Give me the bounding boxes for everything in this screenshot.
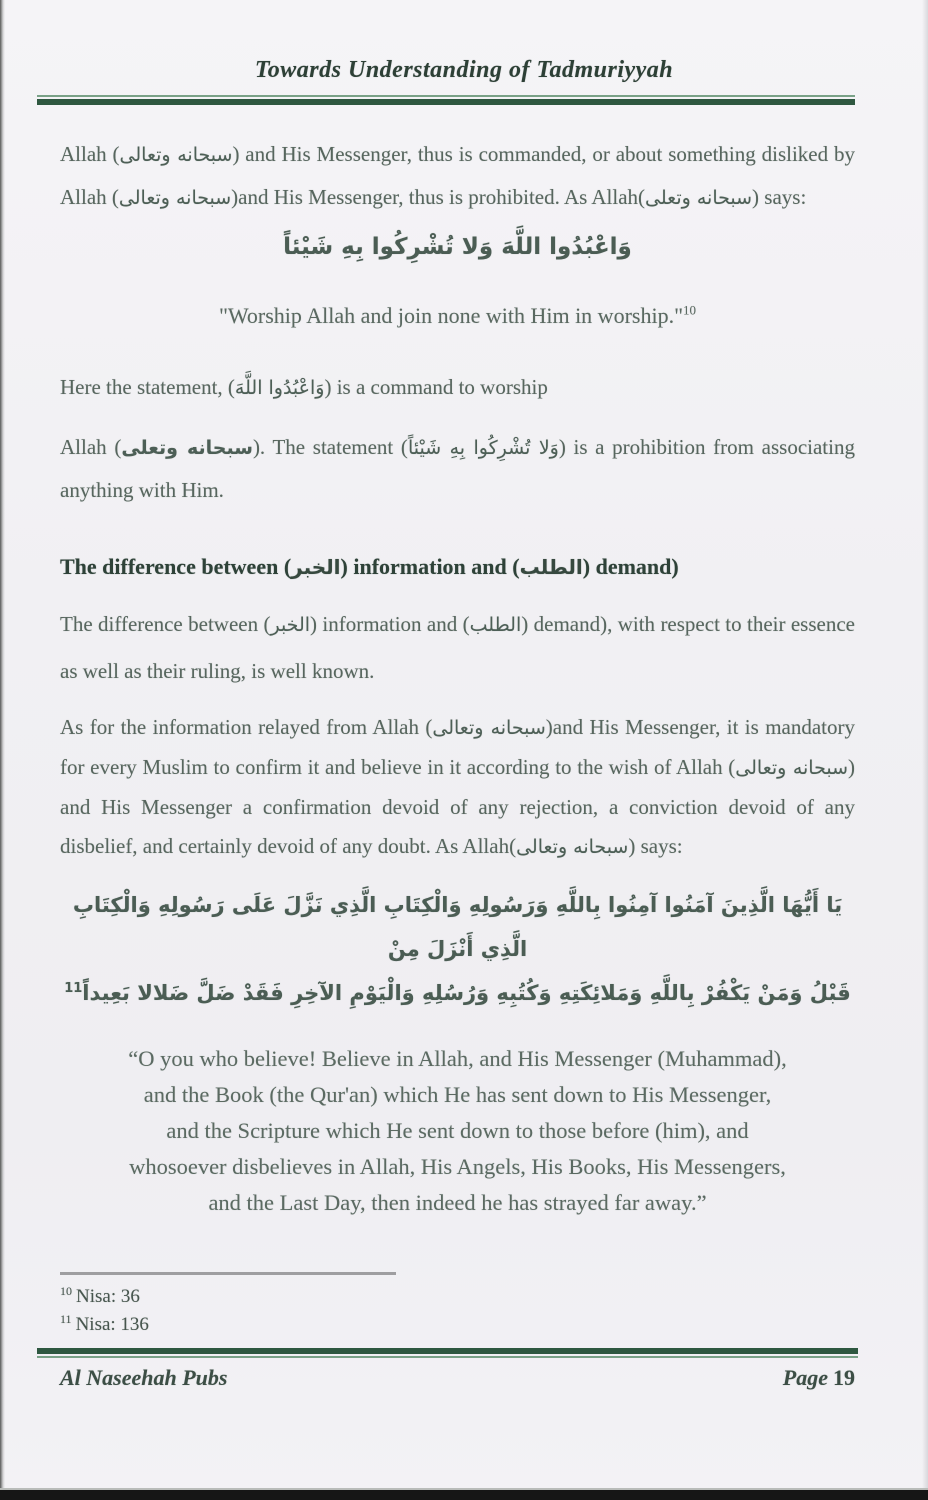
body-text <box>60 133 855 1221</box>
arabic-subhanahu: سبحانه وتعالى <box>516 836 629 858</box>
translation-line: whosoever disbelieves in Allah, His Angels, His Books, His Messengers, <box>129 1154 786 1179</box>
paragraph-prohibition-statement: Allah (سبحانه وتعلى). The statement (وَلا تُشْرِكُوا بِهِ شَيْئاً) is a prohibition from associating anything with Him. <box>60 435 855 502</box>
paragraph-command-prohibition: Allah (سبحانه وتعالى) and His Messenger, thus is commanded, or about something disliked by Allah (سبحانه وتعالى)and His Messenger, thus is prohibited. As Allah(سبحانه وتعلى) says: <box>60 142 856 209</box>
verse-line-2: قَبْلُ وَمَنْ يَكْفُرْ بِاللَّهِ وَمَلائِكَتِهِ وَكُتُبِهِ وَرُسُلِهِ وَالْيَوْمِ الآخِرِ فَقَدْ ضَلَّ ضَلالا بَعِيداً$^{11}$ <box>64 981 851 1005</box>
arabic-quote-no-shirk: وَلا تُشْرِكُوا بِهِ شَيْئاً <box>407 437 559 459</box>
footnote-10: $^{10}$ Nisa: 36 <box>60 1283 140 1307</box>
arabic-subhanahu: سبحانه وتعالى <box>118 187 232 209</box>
footer-page-number: Page 19 <box>782 1365 855 1390</box>
footnote-11: $^{11}$ Nisa: 136 <box>60 1311 149 1335</box>
paragraph-difference: The difference between (الخبر) information and (الطلب) demand), with respect to their essence as well as their ruling, is well known. <box>60 612 855 683</box>
page-footer <box>60 1365 855 1391</box>
paragraph-information-mandatory: As for the information relayed from Allah (سبحانه وتعالى)and His Messenger, it is mandatory for every Muslim to confirm it and believe in it according to the wish of Allah (سبحانه وتعالى) and His Messenger a confirmation devoid of any rejection, a conviction devoid of any disbelief, and certainly devoid of any doubt. As Allah(سبحانه وتعالى) says: <box>60 715 855 858</box>
arabic-attalab: الطلب <box>469 614 522 636</box>
arabic-alkhabar: الخبر <box>270 614 311 636</box>
footnote-separator <box>60 1272 396 1275</box>
paragraph-command-statement: Here the statement, (وَاعْبُدُوا اللَّهَ) is a command to worship <box>60 375 548 399</box>
arabic-subhanahu: سبحانه وتعالى <box>432 717 546 739</box>
scan-edge-left <box>0 0 5 1500</box>
arabic-quote-worship: وَاعْبُدُوا اللَّهَ <box>234 377 325 399</box>
verse-line-1: يَا أَيُّهَا الَّذِينَ آمَنُوا آمِنُوا بِاللَّهِ وَرَسُولِهِ وَالْكِتَابِ الَّذِي نَزَّلَ عَلَى رَسُولِهِ وَالْكِتَابِ الَّذِي أَنْزَلَ مِنْ <box>72 893 843 961</box>
footnote-marker: 10 <box>60 1283 72 1298</box>
translation-line: and the Scripture which He sent down to those before (him), and <box>166 1118 749 1143</box>
scan-edge-right <box>922 0 928 1500</box>
translation-line: and the Last Day, then indeed he has strayed far away.” <box>208 1190 707 1215</box>
arabic-attalab: الطلب <box>519 555 583 579</box>
scan-edge-bottom <box>0 1488 928 1500</box>
header-rule-thick-line <box>37 99 855 105</box>
arabic-alkhabar: الخبر <box>291 555 341 579</box>
footer-publisher: Al Naseehah Pubs <box>60 1365 228 1390</box>
arabic-subhanahu: سبحانه وتعالى <box>119 144 233 166</box>
footnote-ref-10: 10 <box>683 302 697 318</box>
footnote-ref-11: 11 <box>64 981 83 996</box>
quran-translation-2 <box>60 1041 855 1221</box>
arabic-subhanahu: سبحانه وتعالى <box>735 757 848 779</box>
header-rule <box>37 95 855 105</box>
section-heading-difference: The difference between (الخبر) information and (الطلب) demand) <box>60 554 679 579</box>
translation-line: “O you who believe! Believe in Allah, and His Messenger (Muhammad), <box>128 1046 787 1071</box>
footnote-marker: 11 <box>60 1311 72 1326</box>
quran-verse-arabic-1: وَاعْبُدُوا اللَّهَ وَلا تُشْرِكُوا بِهِ شَيْئاً <box>283 234 632 260</box>
arabic-subhanahu-bold: سبحانه وتعلى <box>121 437 253 459</box>
arabic-subhanahu: سبحانه وتعلى <box>645 187 753 209</box>
page-bottom <box>0 1272 928 1391</box>
quran-verse-arabic-2 <box>60 883 855 1015</box>
page-title: Towards Understanding of Tadmuriyyah <box>254 57 674 83</box>
quran-translation-1: "Worship Allah and join none with Him in worship."$^{10}$ <box>218 302 697 328</box>
translation-line: and the Book (the Qur'an) which He has sent down to His Messenger, <box>143 1082 772 1107</box>
footer-rule-thin-line <box>37 1356 858 1358</box>
footer-rule <box>37 1348 858 1358</box>
